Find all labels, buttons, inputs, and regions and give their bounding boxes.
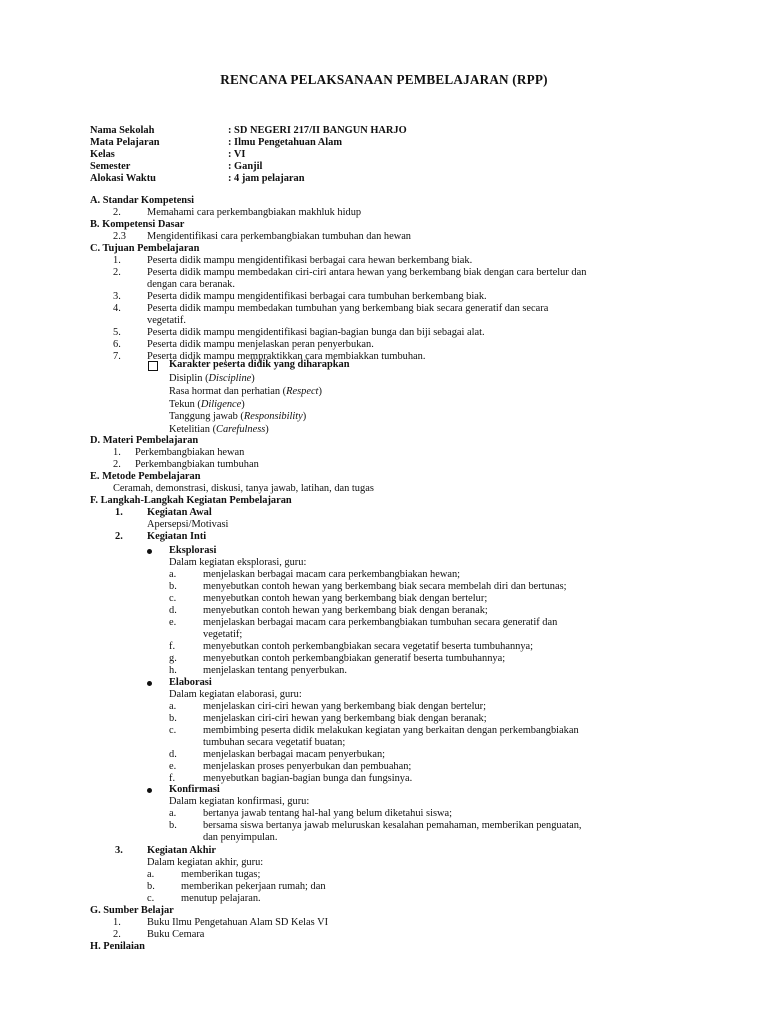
list-text: menjelaskan ciri-ciri hewan yang berkembang biak dengan bertelur;: [203, 701, 487, 712]
list-letter: e.: [169, 761, 177, 772]
list-text: Peserta didik mampu mengidentifikasi berbagai cara tumbuhan berkembang biak.: [147, 291, 487, 302]
list-text: Perkembangbiakan tumbuhan: [135, 459, 259, 470]
list-text: Peserta didik mampu mengidentifikasi berbagai cara hewan berkembang biak.: [147, 255, 473, 266]
list-text: dengan cara beranak.: [147, 279, 235, 290]
karakter-english: Discipline: [208, 373, 252, 384]
subsection-heading: Kegiatan Inti: [147, 531, 207, 542]
list-text: Buku Cemara: [147, 929, 205, 940]
karakter-text: Tekun (: [169, 398, 201, 410]
karakter-close: ): [302, 411, 307, 423]
list-number: 2.: [113, 459, 121, 470]
list-letter: a.: [169, 569, 177, 580]
list-letter: b.: [169, 713, 177, 724]
list-text: menjelaskan ciri-ciri hewan yang berkembang biak dengan beranak;: [203, 713, 487, 724]
eksplorasi-intro: Dalam kegiatan eksplorasi, guru:: [169, 557, 307, 568]
list-number: 1.: [115, 507, 123, 518]
karakter-close: ): [241, 398, 245, 410]
karakter-english: Diligence: [200, 398, 242, 410]
list-letter: d.: [169, 749, 177, 760]
list-number: 1.: [113, 447, 121, 458]
list-letter: d.: [169, 605, 177, 616]
list-text: Memahami cara perkembangbiakan makhluk hidup: [147, 207, 362, 218]
karakter-close: ): [265, 424, 269, 436]
karakter-item: [169, 411, 306, 423]
list-number: 2.: [113, 267, 121, 278]
karakter-heading: Karakter peserta didik yang diharapkan: [169, 359, 350, 370]
list-number: 1.: [113, 917, 121, 928]
list-text: menyebutkan contoh hewan yang berkembang biak dengan beranak;: [203, 605, 488, 616]
list-number: 2.3: [113, 231, 126, 242]
section-heading-d: D. Materi Pembelajaran: [90, 435, 199, 446]
list-text: Peserta didik mampu membedakan tumbuhan yang berkembang biak secara generatif dan secara: [147, 303, 549, 314]
list-text: vegetatif.: [147, 315, 186, 326]
list-text: menjelaskan tentang penyerbukan.: [203, 665, 347, 676]
konfirmasi-heading: Konfirmasi: [169, 784, 220, 795]
list-letter: f.: [169, 641, 176, 652]
list-letter: b.: [169, 820, 177, 831]
identity-label: Nama Sekolah: [90, 125, 155, 136]
karakter-item: [169, 399, 245, 411]
list-text: menyebutkan contoh perkembangbiakan secara vegetatif beserta tumbuhannya;: [203, 641, 534, 652]
list-text: Peserta didik mampu mempraktikkan cara membiakkan tumbuhan.: [147, 351, 426, 362]
checkbox-icon: [148, 361, 158, 371]
list-text: menyebutkan contoh hewan yang berkembang biak dengan bertelur;: [203, 593, 488, 604]
karakter-english: Responsibility: [243, 411, 303, 423]
karakter-text: Rasa hormat dan perhatian (: [169, 385, 287, 397]
list-letter: b.: [147, 881, 155, 892]
karakter-close: ): [251, 373, 255, 384]
list-number: 2.: [113, 207, 121, 218]
list-number: 2.: [115, 531, 123, 542]
karakter-text: Tanggung jawab (: [169, 411, 244, 423]
karakter-item: [169, 373, 255, 385]
karakter-close: ): [318, 385, 322, 397]
list-text: tumbuhan secara vegetatif buatan;: [203, 737, 346, 748]
akhir-intro: Dalam kegiatan akhir, guru:: [147, 857, 264, 868]
identity-value: : SD NEGERI 217/II BANGUN HARJO: [228, 125, 407, 136]
karakter-english: Carefulness: [216, 424, 266, 436]
section-heading-h: H. Penilaian: [90, 941, 145, 952]
list-number: 7.: [113, 351, 121, 362]
list-text: Peserta didik mampu membedakan ciri-ciri antara hewan yang berkembang biak dengan cara bertelur dan: [147, 267, 587, 278]
karakter-item: [169, 386, 322, 398]
list-text: menjelaskan berbagai macam cara perkembangbiakan hewan;: [203, 569, 461, 580]
section-heading-c: C. Tujuan Pembelajaran: [90, 243, 200, 254]
karakter-english: Respect: [286, 385, 319, 397]
list-letter: g.: [169, 653, 177, 664]
list-text: menjelaskan proses penyerbukan dan pembuahan;: [203, 761, 412, 772]
list-letter: h.: [169, 665, 177, 676]
list-number: 3.: [113, 291, 121, 302]
list-letter: c.: [169, 725, 177, 736]
identity-value: : Ilmu Pengetahuan Alam: [228, 137, 343, 148]
identity-label: Mata Pelajaran: [90, 137, 160, 148]
section-heading-a: A. Standar Kompetensi: [90, 195, 195, 206]
identity-label: Kelas: [90, 149, 115, 160]
karakter-text: Disiplin (: [169, 373, 209, 384]
bullet-icon: [147, 549, 152, 554]
karakter-text: Ketelitian (: [169, 424, 217, 436]
section-heading-e: E. Metode Pembelajaran: [90, 471, 201, 482]
list-letter: a.: [169, 701, 177, 712]
list-number: 1.: [113, 255, 121, 266]
list-letter: a.: [169, 808, 177, 819]
subsection-heading: Kegiatan Akhir: [147, 845, 216, 856]
list-text: Buku Ilmu Pengetahuan Alam SD Kelas VI: [147, 917, 329, 928]
list-text: membimbing peserta didik melakukan kegiatan yang berkaitan dengan perkembangbiakan: [203, 725, 579, 736]
list-number: 6.: [113, 339, 121, 350]
list-text: Peserta didik mampu mengidentifikasi bagian-bagian bunga dan biji sebagai alat.: [147, 327, 485, 338]
list-text: Mengidentifikasi cara perkembangbiakan tumbuhan dan hewan: [147, 231, 412, 242]
list-text: menyebutkan contoh hewan yang berkembang biak secara membelah diri dan bertunas;: [203, 581, 567, 592]
eksplorasi-heading: Eksplorasi: [169, 545, 217, 556]
list-text: dan penyimpulan.: [203, 832, 278, 843]
list-number: 4.: [113, 303, 121, 314]
list-letter: c.: [147, 893, 155, 904]
subsection-heading: Kegiatan Awal: [147, 507, 212, 518]
list-text: vegetatif;: [203, 629, 243, 640]
list-number: 5.: [113, 327, 121, 338]
bullet-icon: [147, 788, 152, 793]
list-number: 2.: [113, 929, 121, 940]
konfirmasi-intro: Dalam kegiatan konfirmasi, guru:: [169, 796, 310, 807]
list-text: Apersepsi/Motivasi: [147, 519, 229, 530]
identity-value: : VI: [228, 149, 246, 160]
list-number: 3.: [115, 845, 123, 856]
list-text: memberikan pekerjaan rumah; dan: [181, 881, 326, 892]
list-letter: c.: [169, 593, 177, 604]
identity-label: Semester: [90, 161, 131, 172]
list-letter: f.: [169, 773, 176, 784]
list-letter: e.: [169, 617, 177, 628]
list-text: Peserta didik mampu menjelaskan peran penyerbukan.: [147, 339, 374, 350]
list-text: Perkembangbiakan hewan: [135, 447, 245, 458]
elaborasi-heading: Elaborasi: [169, 677, 212, 688]
list-text: menjelaskan berbagai macam cara perkembangbiakan tumbuhan secara generatif dan: [203, 617, 558, 628]
list-text: bertanya jawab tentang hal-hal yang belum diketahui siswa;: [203, 808, 453, 819]
list-text: menutup pelajaran.: [181, 893, 261, 904]
list-text: menyebutkan bagian-bagian bunga dan fungsinya.: [203, 773, 413, 784]
list-text: bersama siswa bertanya jawab meluruskan kesalahan pemahaman, memberikan penguatan,: [203, 820, 582, 831]
identity-value: : 4 jam pelajaran: [228, 173, 305, 184]
section-heading-g: G. Sumber Belajar: [90, 905, 174, 916]
bullet-icon: [147, 681, 152, 686]
list-letter: b.: [169, 581, 177, 592]
list-text: menyebutkan contoh perkembangbiakan generatif beserta tumbuhannya;: [203, 653, 506, 664]
section-heading-f: F. Langkah-Langkah Kegiatan Pembelajaran: [90, 495, 292, 506]
section-heading-b: B. Kompetensi Dasar: [90, 219, 185, 230]
list-text: Ceramah, demonstrasi, diskusi, tanya jawab, latihan, dan tugas: [113, 483, 374, 494]
list-letter: a.: [147, 869, 155, 880]
document-title: RENCANA PELAKSANAAN PEMBELAJARAN (RPP): [220, 72, 548, 87]
list-text: memberikan tugas;: [181, 869, 261, 880]
elaborasi-intro: Dalam kegiatan elaborasi, guru:: [169, 689, 302, 700]
identity-value: : Ganjil: [228, 161, 263, 172]
identity-label: Alokasi Waktu: [90, 173, 156, 184]
list-text: menjelaskan berbagai macam penyerbukan;: [203, 749, 386, 760]
